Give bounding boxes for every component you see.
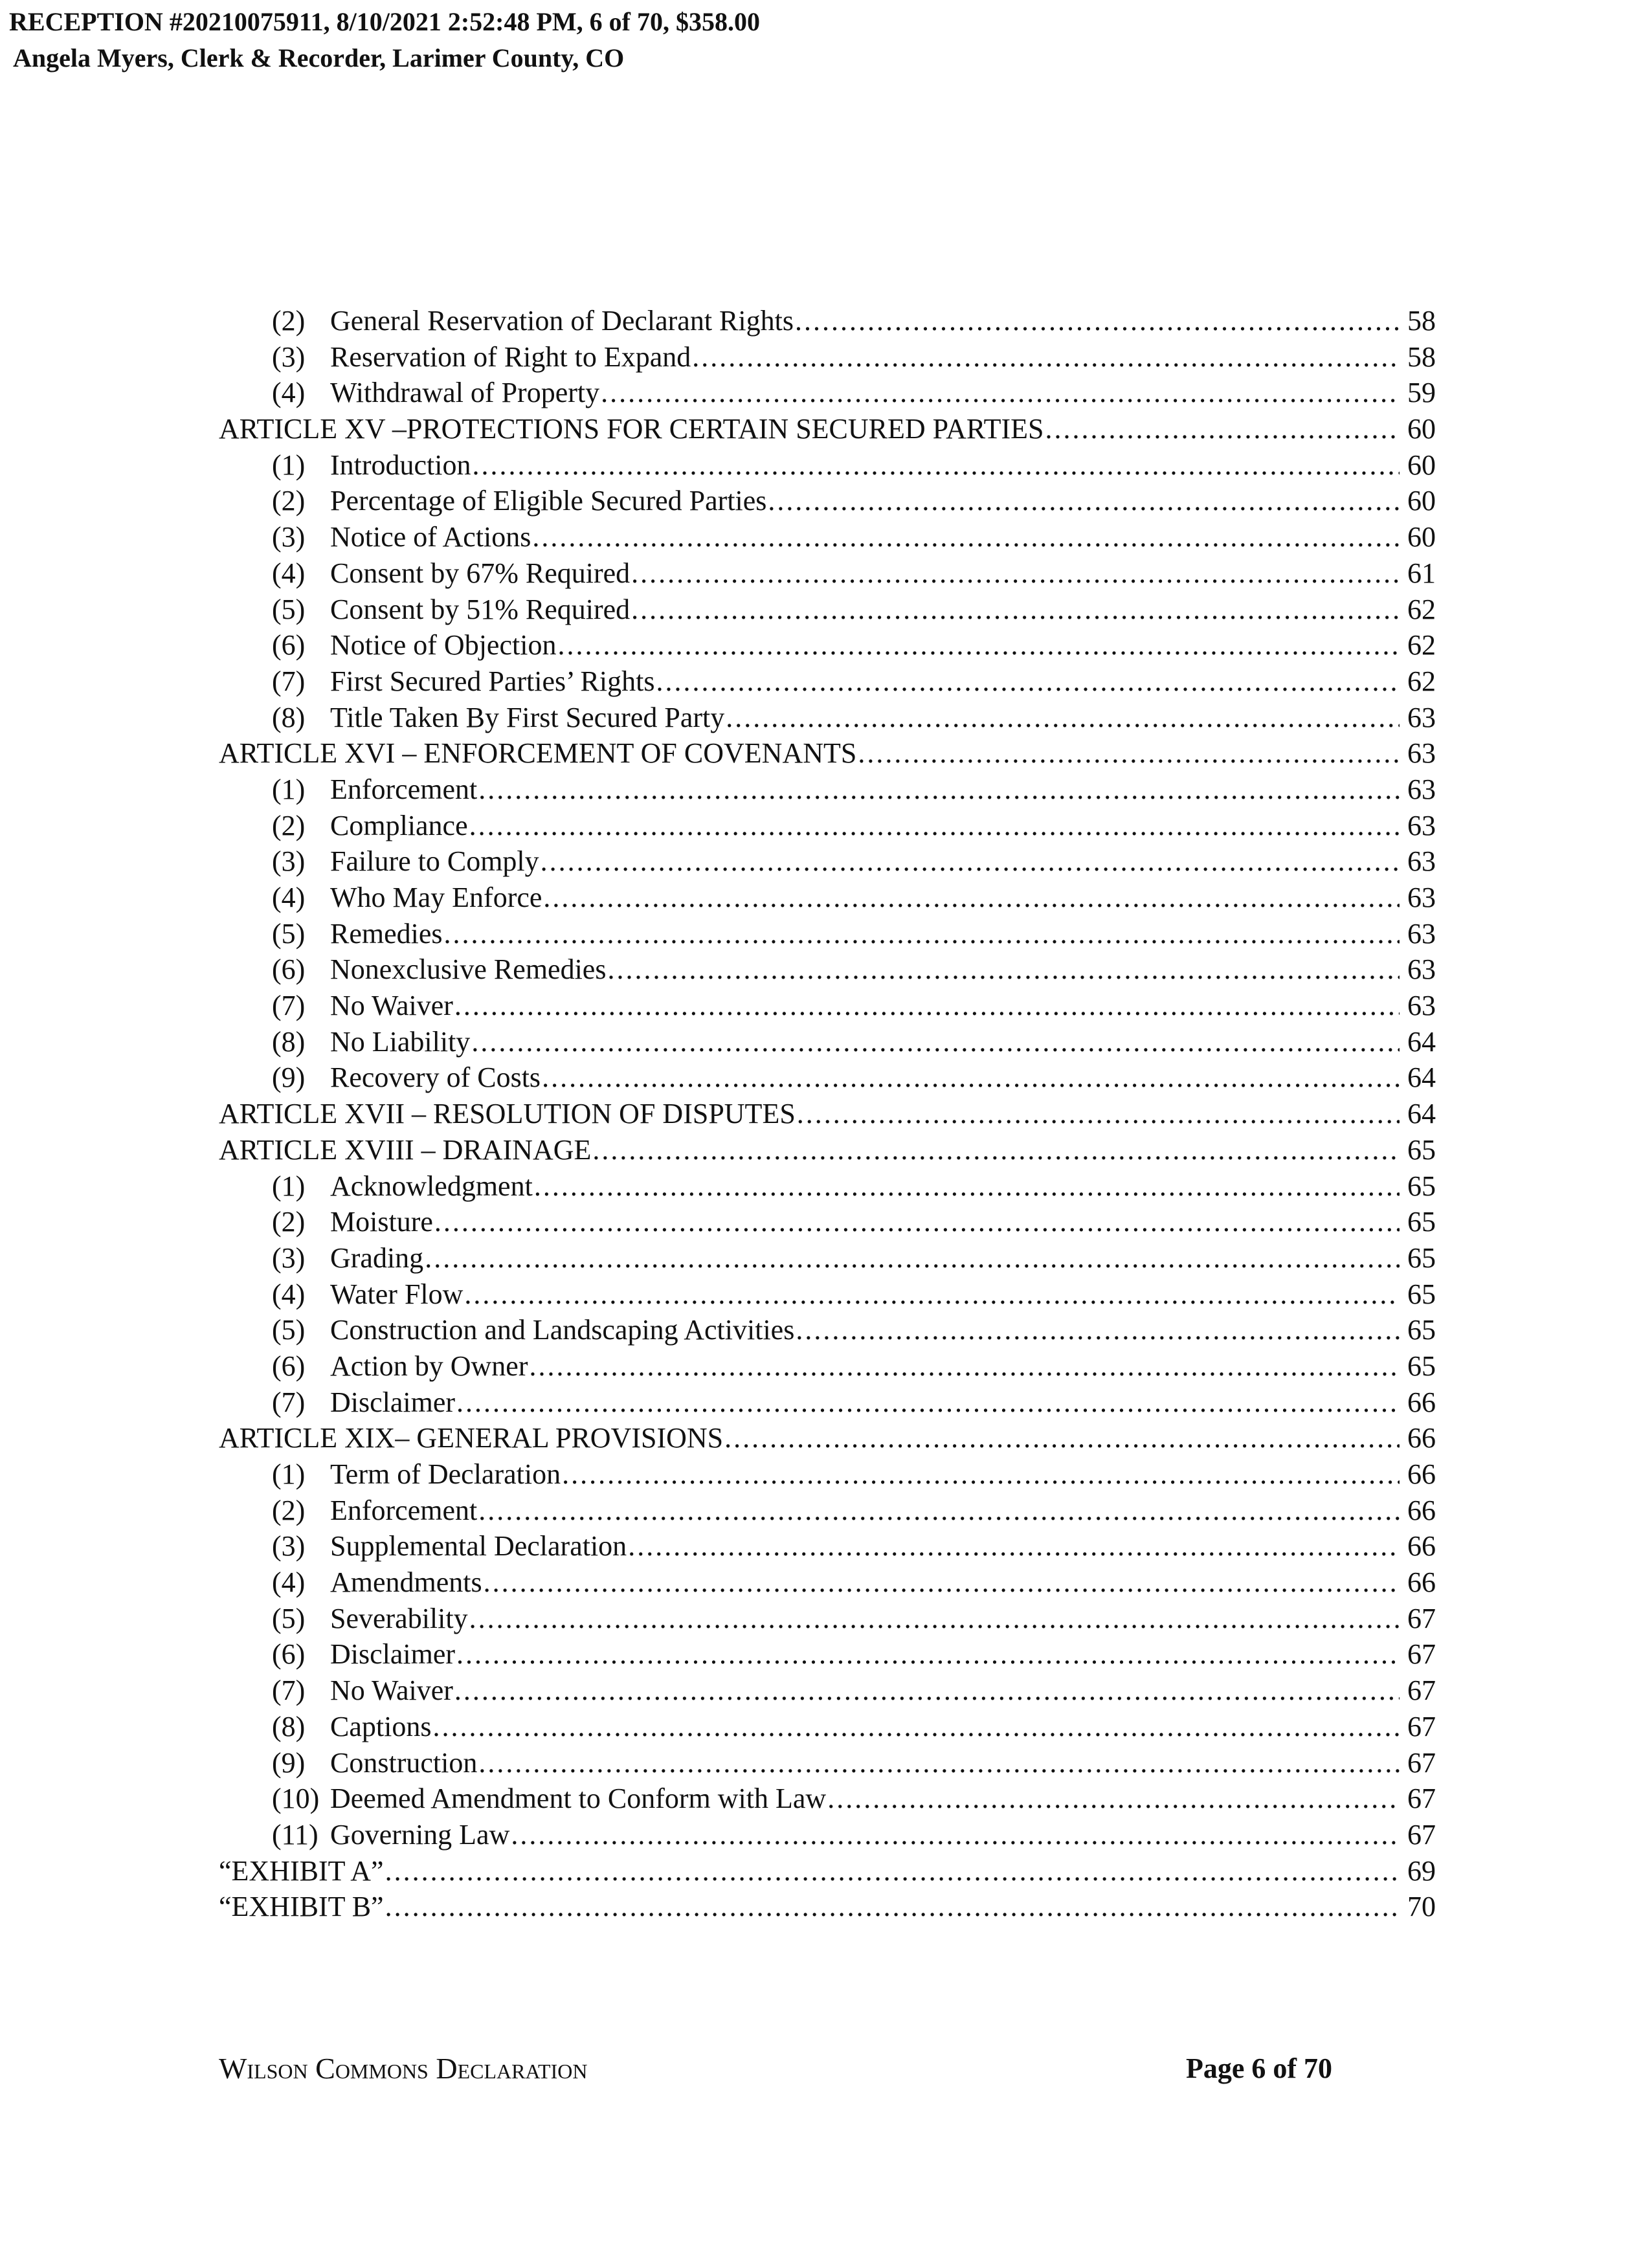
toc-entry-number: (9)	[272, 1746, 306, 1779]
toc-dot-leader	[484, 1564, 1400, 1601]
toc-subsection-row	[219, 1456, 1436, 1493]
toc-entry-page: 63	[1407, 917, 1436, 950]
toc-entry-number: (1)	[272, 773, 306, 805]
toc-entry-number: (1)	[272, 1458, 306, 1490]
toc-entry-title: Recovery of Costs	[330, 1062, 541, 1094]
toc-subsection-row	[219, 1601, 1436, 1637]
toc-entry-number: (3)	[272, 845, 306, 878]
toc-subsection-row	[219, 1168, 1436, 1205]
toc-entry-number: (4)	[272, 377, 306, 409]
toc-dot-leader	[692, 339, 1400, 375]
toc-article-row	[219, 1132, 1436, 1168]
toc-entry-page: 60	[1407, 449, 1436, 481]
toc-article-row	[219, 1420, 1436, 1456]
toc-entry-title: No Waiver	[330, 990, 453, 1022]
toc-subsection-row	[219, 1781, 1436, 1817]
toc-entry-title: Consent by 67% Required	[330, 557, 631, 589]
toc-dot-leader	[511, 1817, 1400, 1853]
toc-subsection-row	[219, 916, 1436, 952]
toc-dot-leader	[530, 1348, 1400, 1384]
toc-entry-title: Consent by 51% Required	[330, 593, 631, 625]
toc-entry-title: Enforcement	[330, 773, 478, 805]
toc-dot-leader	[532, 519, 1400, 555]
toc-entry-number: (5)	[272, 593, 306, 625]
toc-entry-page: 64	[1407, 1098, 1436, 1130]
toc-subsection-row	[219, 772, 1436, 808]
toc-entry-title: Governing Law	[330, 1818, 510, 1851]
toc-entry-number: (4)	[272, 882, 306, 913]
toc-dot-leader	[478, 1745, 1400, 1781]
toc-entry-number: (2)	[272, 1206, 306, 1238]
toc-entry-title: Amendments	[330, 1566, 482, 1599]
toc-entry-number: (7)	[272, 1386, 306, 1418]
toc-entry-page: 65	[1407, 1206, 1436, 1238]
recording-stamp	[9, 4, 760, 76]
toc-subsection-row	[219, 1709, 1436, 1745]
toc-dot-leader	[827, 1781, 1400, 1817]
toc-dot-leader	[768, 483, 1400, 519]
toc-subsection-row	[219, 880, 1436, 916]
toc-entry-title: “EXHIBIT B”	[219, 1891, 384, 1923]
toc-entry-page: 63	[1407, 809, 1436, 841]
toc-entry-page: 64	[1407, 1025, 1436, 1058]
toc-entry-page: 62	[1407, 665, 1436, 697]
toc-entry-title: Compliance	[330, 809, 468, 841]
toc-dot-leader	[469, 1601, 1400, 1637]
toc-entry-page: 63	[1407, 737, 1436, 770]
toc-entry-title: Action by Owner	[330, 1350, 528, 1382]
toc-subsection-row	[219, 483, 1436, 519]
toc-entry-number: (4)	[272, 557, 306, 589]
toc-subsection-row	[219, 700, 1436, 736]
toc-entry-page: 65	[1407, 1350, 1436, 1382]
toc-dot-leader	[631, 555, 1400, 592]
toc-entry-page: 60	[1407, 413, 1436, 445]
toc-subsection-row	[219, 627, 1436, 663]
toc-entry-title: Deemed Amendment to Conform with Law	[330, 1783, 827, 1815]
toc-entry-title: Water Flow	[330, 1278, 463, 1310]
toc-entry-title: Introduction	[330, 449, 471, 481]
toc-subsection-row	[219, 1636, 1436, 1673]
toc-entry-page: 58	[1407, 340, 1436, 373]
toc-entry-title: Notice of Objection	[330, 629, 557, 662]
toc-entry-page: 66	[1407, 1530, 1436, 1562]
toc-entry-title: Supplemental Declaration	[330, 1530, 627, 1562]
toc-subsection-row	[219, 375, 1436, 411]
toc-entry-title: General Reservation of Declarant Rights	[330, 305, 794, 337]
toc-dot-leader	[432, 1709, 1400, 1745]
toc-article-row	[219, 735, 1436, 772]
toc-subsection-row	[219, 1024, 1436, 1060]
toc-entry-title: Enforcement	[330, 1494, 478, 1526]
toc-entry-page: 67	[1407, 1783, 1436, 1815]
toc-subsection-row	[219, 1312, 1436, 1348]
toc-dot-leader	[469, 808, 1400, 844]
toc-entry-title: No Waiver	[330, 1674, 453, 1707]
toc-entry-title: Failure to Comply	[330, 845, 539, 878]
toc-entry-page: 63	[1407, 773, 1436, 805]
toc-subsection-row	[219, 339, 1436, 375]
toc-entry-number: (5)	[272, 917, 306, 950]
toc-entry-page: 66	[1407, 1422, 1436, 1454]
toc-entry-number: (7)	[272, 1674, 306, 1707]
toc-dot-leader	[456, 1636, 1400, 1673]
toc-dot-leader	[796, 1312, 1400, 1348]
toc-dot-leader	[724, 1420, 1400, 1456]
toc-entry-number: (4)	[272, 1566, 306, 1599]
table-of-contents	[219, 303, 1436, 1925]
toc-entry-number: (1)	[272, 449, 306, 481]
toc-subsection-row	[219, 808, 1436, 844]
toc-entry-number: (5)	[272, 1602, 306, 1634]
toc-dot-leader	[601, 375, 1400, 411]
toc-entry-number: (6)	[272, 953, 306, 986]
recording-stamp-line2: Angela Myers, Clerk & Recorder, Larimer County, CO	[13, 43, 625, 72]
toc-entry-page: 67	[1407, 1746, 1436, 1779]
toc-dot-leader	[454, 988, 1400, 1024]
toc-entry-number: (9)	[272, 1062, 306, 1094]
toc-subsection-row	[219, 1204, 1436, 1240]
toc-article-row	[219, 1889, 1436, 1925]
toc-entry-page: 66	[1407, 1386, 1436, 1418]
toc-entry-title: Grading	[330, 1241, 424, 1274]
toc-subsection-row	[219, 555, 1436, 592]
toc-entry-title: Disclaimer	[330, 1638, 456, 1671]
toc-entry-page: 65	[1407, 1278, 1436, 1310]
toc-entry-number: (2)	[272, 305, 306, 337]
toc-entry-page: 63	[1407, 990, 1436, 1022]
toc-entry-page: 64	[1407, 1062, 1436, 1094]
toc-entry-number: (10)	[272, 1783, 320, 1815]
toc-subsection-row	[219, 951, 1436, 988]
toc-entry-number: (2)	[272, 809, 306, 841]
toc-entry-number: (7)	[272, 990, 306, 1022]
toc-entry-title: Title Taken By First Secured Party	[330, 701, 725, 733]
toc-entry-page: 61	[1407, 557, 1436, 589]
toc-entry-page: 63	[1407, 953, 1436, 986]
toc-dot-leader	[434, 1204, 1400, 1240]
toc-entry-number: (2)	[272, 1494, 306, 1526]
toc-subsection-row	[219, 1673, 1436, 1709]
toc-dot-leader	[1045, 411, 1400, 447]
toc-entry-page: 59	[1407, 377, 1436, 409]
toc-dot-leader	[478, 1493, 1400, 1529]
toc-subsection-row	[219, 1564, 1436, 1601]
toc-entry-title: Construction	[330, 1746, 478, 1779]
toc-dot-leader	[464, 1276, 1400, 1313]
toc-entry-number: (4)	[272, 1278, 306, 1310]
toc-dot-leader	[473, 447, 1400, 484]
toc-entry-number: (1)	[272, 1170, 306, 1202]
toc-entry-title: Severability	[330, 1602, 468, 1634]
toc-entry-title: Moisture	[330, 1206, 433, 1238]
toc-entry-number: (3)	[272, 1241, 306, 1274]
toc-entry-page: 60	[1407, 521, 1436, 553]
toc-entry-number: (2)	[272, 485, 306, 517]
toc-dot-leader	[542, 1060, 1400, 1096]
toc-subsection-row	[219, 1493, 1436, 1529]
toc-entry-title: Withdrawal of Property	[330, 377, 600, 409]
toc-subsection-row	[219, 592, 1436, 628]
toc-entry-page: 63	[1407, 882, 1436, 913]
toc-subsection-row	[219, 1240, 1436, 1276]
toc-entry-title: Who May Enforce	[330, 882, 542, 913]
toc-entry-page: 63	[1407, 701, 1436, 733]
toc-entry-title: Captions	[330, 1710, 432, 1742]
toc-entry-page: 63	[1407, 845, 1436, 878]
toc-article-row	[219, 411, 1436, 447]
toc-entry-number: (7)	[272, 665, 306, 697]
toc-subsection-row	[219, 1384, 1436, 1421]
toc-dot-leader	[562, 1456, 1400, 1493]
toc-subsection-row	[219, 1745, 1436, 1781]
toc-entry-page: 58	[1407, 305, 1436, 337]
toc-entry-page: 67	[1407, 1638, 1436, 1671]
toc-dot-leader	[385, 1853, 1400, 1889]
toc-subsection-row	[219, 1528, 1436, 1564]
toc-entry-title: Percentage of Eligible Secured Parties	[330, 485, 767, 517]
recording-stamp-line1: RECEPTION #20210075911, 8/10/2021 2:52:48 PM, 6 of 70, $358.00	[9, 7, 760, 36]
toc-entry-number: (6)	[272, 1350, 306, 1382]
toc-article-row	[219, 1853, 1436, 1889]
toc-entry-page: 67	[1407, 1602, 1436, 1634]
toc-dot-leader	[478, 772, 1400, 808]
toc-dot-leader	[454, 1673, 1400, 1709]
toc-dot-leader	[628, 1528, 1400, 1564]
footer-document-name: Wilson Commons Declaration	[219, 2052, 588, 2085]
toc-dot-leader	[456, 1384, 1400, 1421]
toc-entry-number: (6)	[272, 1638, 306, 1671]
toc-entry-page: 62	[1407, 629, 1436, 662]
toc-dot-leader	[592, 1132, 1400, 1168]
toc-entry-title: ARTICLE XVI – ENFORCEMENT OF COVENANTS	[219, 737, 857, 770]
toc-entry-page: 66	[1407, 1494, 1436, 1526]
toc-subsection-row	[219, 988, 1436, 1024]
toc-dot-leader	[797, 1096, 1400, 1132]
toc-entry-page: 66	[1407, 1458, 1436, 1490]
toc-entry-title: No Liability	[330, 1025, 471, 1058]
toc-dot-leader	[425, 1240, 1400, 1276]
toc-entry-title: Disclaimer	[330, 1386, 456, 1418]
toc-entry-number: (5)	[272, 1314, 306, 1346]
toc-subsection-row	[219, 519, 1436, 555]
toc-subsection-row	[219, 303, 1436, 339]
toc-dot-leader	[385, 1889, 1400, 1925]
toc-entry-page: 65	[1407, 1314, 1436, 1346]
toc-subsection-row	[219, 1276, 1436, 1313]
toc-entry-title: ARTICLE XVII – RESOLUTION OF DISPUTES	[219, 1098, 796, 1130]
toc-entry-number: (3)	[272, 340, 306, 373]
toc-dot-leader	[557, 627, 1400, 663]
toc-entry-title: Reservation of Right to Expand	[330, 340, 691, 373]
toc-dot-leader	[656, 663, 1400, 700]
toc-entry-number: (8)	[272, 1025, 306, 1058]
toc-dot-leader	[543, 880, 1400, 916]
toc-article-row	[219, 1096, 1436, 1132]
toc-subsection-row	[219, 447, 1436, 484]
footer-page-number: Page 6 of 70	[1186, 2052, 1333, 2084]
toc-dot-leader	[795, 303, 1400, 339]
toc-entry-title: Remedies	[330, 917, 443, 950]
toc-dot-leader	[858, 735, 1400, 772]
toc-dot-leader	[541, 843, 1400, 880]
toc-entry-number: (8)	[272, 1710, 306, 1742]
toc-subsection-row	[219, 663, 1436, 700]
toc-subsection-row	[219, 1060, 1436, 1096]
toc-entry-title: Construction and Landscaping Activities	[330, 1314, 795, 1346]
toc-entry-page: 69	[1407, 1854, 1436, 1887]
toc-dot-leader	[607, 951, 1400, 988]
toc-entry-page: 67	[1407, 1818, 1436, 1851]
toc-entry-page: 67	[1407, 1710, 1436, 1742]
toc-entry-title: Term of Declaration	[330, 1458, 561, 1490]
toc-entry-page: 65	[1407, 1170, 1436, 1202]
toc-entry-title: Nonexclusive Remedies	[330, 953, 607, 986]
toc-entry-title: Acknowledgment	[330, 1170, 533, 1202]
toc-entry-title: First Secured Parties’ Rights	[330, 665, 655, 697]
toc-dot-leader	[471, 1024, 1400, 1060]
toc-entry-page: 66	[1407, 1566, 1436, 1599]
toc-dot-leader	[534, 1168, 1400, 1205]
toc-dot-leader	[444, 916, 1400, 952]
toc-entry-page: 62	[1407, 593, 1436, 625]
toc-subsection-row	[219, 843, 1436, 880]
toc-entry-page: 65	[1407, 1241, 1436, 1274]
toc-entry-title: ARTICLE XIX– GENERAL PROVISIONS	[219, 1422, 724, 1454]
toc-entry-page: 60	[1407, 485, 1436, 517]
toc-entry-number: (3)	[272, 1530, 306, 1562]
toc-entry-title: Notice of Actions	[330, 521, 531, 553]
toc-subsection-row	[219, 1817, 1436, 1853]
toc-entry-number: (6)	[272, 629, 306, 662]
toc-entry-title: “EXHIBIT A”	[219, 1854, 384, 1887]
toc-entry-page: 65	[1407, 1133, 1436, 1166]
toc-entry-number: (11)	[272, 1818, 318, 1851]
toc-dot-leader	[631, 592, 1400, 628]
toc-entry-number: (3)	[272, 521, 306, 553]
toc-subsection-row	[219, 1348, 1436, 1384]
toc-entry-title: ARTICLE XVIII – DRAINAGE	[219, 1133, 592, 1166]
toc-entry-title: ARTICLE XV –PROTECTIONS FOR CERTAIN SECURED PARTIES	[219, 413, 1044, 445]
toc-entry-page: 70	[1407, 1891, 1436, 1923]
toc-dot-leader	[726, 700, 1400, 736]
toc-entry-number: (8)	[272, 701, 306, 733]
toc-entry-page: 67	[1407, 1674, 1436, 1707]
